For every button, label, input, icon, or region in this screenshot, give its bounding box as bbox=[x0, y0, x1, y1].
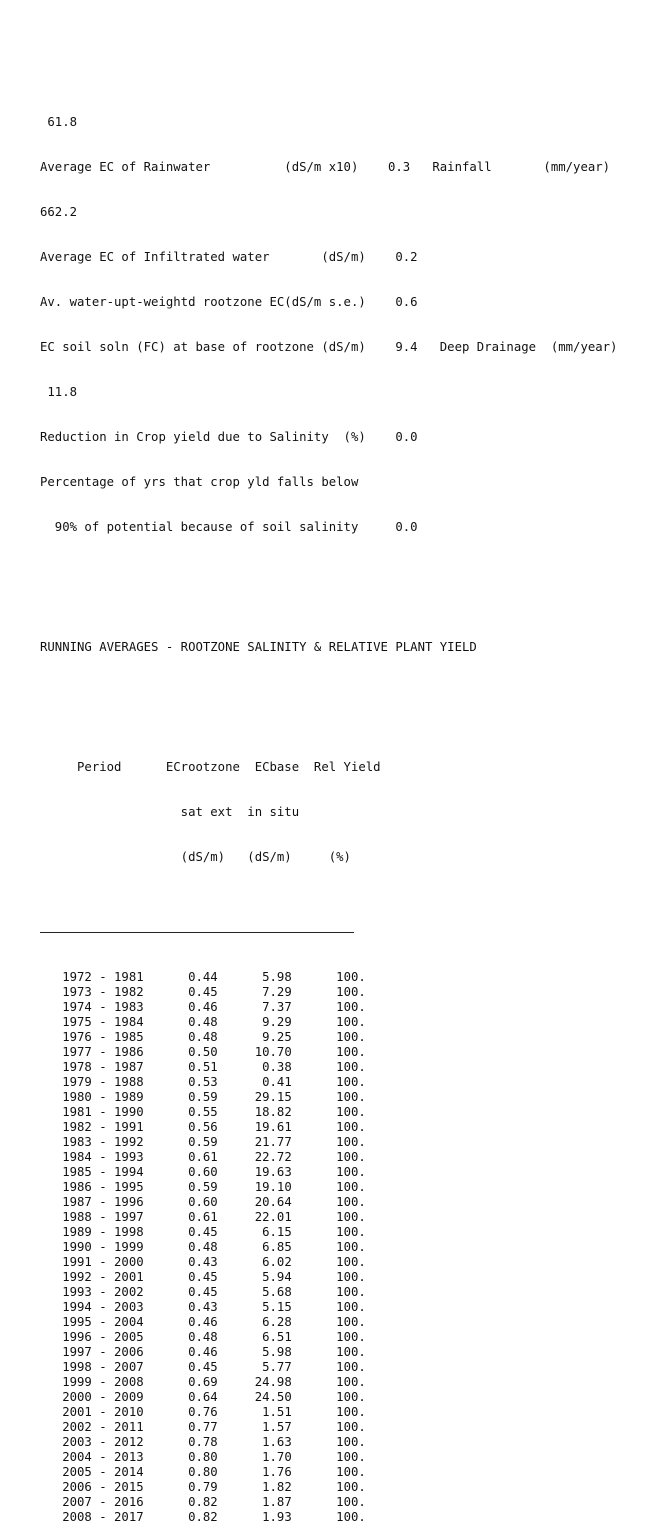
table-row bbox=[40, 1075, 617, 1090]
rel-yield-cell: 100. bbox=[291, 970, 366, 984]
rel-yield-cell: 100. bbox=[291, 1015, 366, 1029]
ec-base-cell: 0.41 bbox=[217, 1075, 292, 1089]
ec-base-cell: 24.50 bbox=[217, 1390, 292, 1404]
table-row bbox=[40, 1285, 617, 1300]
summary-line-soil-soln-ec: EC soil soln (FC) at base of rootzone (dS/m) 9.4 Deep Drainage (mm/year) bbox=[40, 340, 618, 354]
table-row bbox=[40, 1360, 617, 1375]
rel-yield-cell: 100. bbox=[291, 1375, 366, 1389]
ec-rootzone-cell: 0.64 bbox=[143, 1390, 218, 1404]
table-row bbox=[40, 1015, 617, 1030]
ec-rootzone-cell: 0.76 bbox=[143, 1405, 218, 1419]
rel-yield-cell: 100. bbox=[291, 1090, 366, 1104]
period-cell: 1980 - 1989 bbox=[40, 1090, 144, 1104]
table-header-line-1: Period ECrootzone ECbase Rel Yield bbox=[40, 760, 381, 774]
table-row bbox=[40, 1225, 617, 1240]
rel-yield-cell: 100. bbox=[291, 1360, 366, 1374]
table-row bbox=[40, 1240, 617, 1255]
rel-yield-cell: 100. bbox=[291, 985, 366, 999]
period-cell: 1999 - 2008 bbox=[40, 1375, 144, 1389]
ec-base-cell: 20.64 bbox=[217, 1195, 292, 1209]
period-cell: 1984 - 1993 bbox=[40, 1150, 144, 1164]
rel-yield-cell: 100. bbox=[291, 1285, 366, 1299]
rel-yield-cell: 100. bbox=[291, 1450, 366, 1464]
ec-rootzone-cell: 0.80 bbox=[143, 1465, 218, 1479]
rel-yield-cell: 100. bbox=[291, 1420, 366, 1434]
period-cell: 2008 - 2017 bbox=[40, 1510, 144, 1524]
report-page bbox=[40, 55, 617, 1540]
rel-yield-cell: 100. bbox=[291, 1300, 366, 1314]
period-cell: 1998 - 2007 bbox=[40, 1360, 144, 1374]
table-row bbox=[40, 1435, 617, 1450]
period-cell: 2004 - 2013 bbox=[40, 1450, 144, 1464]
table-row bbox=[40, 1390, 617, 1405]
summary-line-rainfall-total: 662.2 bbox=[40, 205, 78, 219]
table-header-line-3: (dS/m) (dS/m) (%) bbox=[40, 850, 351, 864]
table-header bbox=[40, 730, 617, 895]
summary-line-percentage-years: Percentage of yrs that crop yld falls below bbox=[40, 475, 359, 489]
ec-base-cell: 6.15 bbox=[217, 1225, 292, 1239]
table-row bbox=[40, 1495, 617, 1510]
summary-line-potential-salinity: 90% of potential because of soil salinity 0.0 bbox=[40, 520, 418, 534]
ec-rootzone-cell: 0.46 bbox=[143, 1345, 218, 1359]
table-row bbox=[40, 1045, 617, 1060]
rel-yield-cell: 100. bbox=[291, 1345, 366, 1359]
period-cell: 1997 - 2006 bbox=[40, 1345, 144, 1359]
ec-rootzone-cell: 0.60 bbox=[143, 1195, 218, 1209]
table-row bbox=[40, 1510, 617, 1525]
summary-line-deep-drainage-value: 11.8 bbox=[40, 385, 78, 399]
period-cell: 1992 - 2001 bbox=[40, 1270, 144, 1284]
spacer bbox=[40, 685, 617, 700]
table-row bbox=[40, 1195, 617, 1210]
rel-yield-cell: 100. bbox=[291, 1135, 366, 1149]
ec-base-cell: 5.94 bbox=[217, 1270, 292, 1284]
ec-base-cell: 1.57 bbox=[217, 1420, 292, 1434]
ec-base-cell: 29.15 bbox=[217, 1090, 292, 1104]
rel-yield-cell: 100. bbox=[291, 1480, 366, 1494]
ec-base-cell: 10.70 bbox=[217, 1045, 292, 1059]
ec-base-cell: 1.76 bbox=[217, 1465, 292, 1479]
ec-rootzone-cell: 0.61 bbox=[143, 1150, 218, 1164]
summary-line-rootzone-ec: Av. water-upt-weightd rootzone EC(dS/m s.e.) 0.6 bbox=[40, 295, 418, 309]
table-row bbox=[40, 970, 617, 985]
ec-base-cell: 24.98 bbox=[217, 1375, 292, 1389]
ec-base-cell: 1.82 bbox=[217, 1480, 292, 1494]
ec-rootzone-cell: 0.45 bbox=[143, 1225, 218, 1239]
rel-yield-cell: 100. bbox=[291, 1225, 366, 1239]
ec-rootzone-cell: 0.48 bbox=[143, 1015, 218, 1029]
period-cell: 1990 - 1999 bbox=[40, 1240, 144, 1254]
ec-base-cell: 9.29 bbox=[217, 1015, 292, 1029]
summary-line-yield-reduction: Reduction in Crop yield due to Salinity (%) 0.0 bbox=[40, 430, 418, 444]
period-cell: 2000 - 2009 bbox=[40, 1390, 144, 1404]
rel-yield-cell: 100. bbox=[291, 1330, 366, 1344]
rel-yield-cell: 100. bbox=[291, 1120, 366, 1134]
ec-base-cell: 5.98 bbox=[217, 970, 292, 984]
table-header-line-2: sat ext in situ bbox=[40, 805, 300, 819]
ec-rootzone-cell: 0.80 bbox=[143, 1450, 218, 1464]
table-row bbox=[40, 1030, 617, 1045]
table-row bbox=[40, 1300, 617, 1315]
rel-yield-cell: 100. bbox=[291, 1180, 366, 1194]
period-cell: 1983 - 1992 bbox=[40, 1135, 144, 1149]
table-row bbox=[40, 1330, 617, 1345]
period-cell: 2003 - 2012 bbox=[40, 1435, 144, 1449]
ec-base-cell: 6.85 bbox=[217, 1240, 292, 1254]
ec-base-cell: 1.63 bbox=[217, 1435, 292, 1449]
ec-base-cell: 9.25 bbox=[217, 1030, 292, 1044]
table-row bbox=[40, 1270, 617, 1285]
ec-rootzone-cell: 0.79 bbox=[143, 1480, 218, 1494]
period-cell: 2005 - 2014 bbox=[40, 1465, 144, 1479]
rel-yield-cell: 100. bbox=[291, 1060, 366, 1074]
rel-yield-cell: 100. bbox=[291, 1210, 366, 1224]
period-cell: 1972 - 1981 bbox=[40, 970, 144, 984]
table-row bbox=[40, 1120, 617, 1135]
rel-yield-cell: 100. bbox=[291, 1045, 366, 1059]
ec-rootzone-cell: 0.50 bbox=[143, 1045, 218, 1059]
table-divider bbox=[40, 925, 617, 940]
ec-rootzone-cell: 0.45 bbox=[143, 1285, 218, 1299]
ec-base-cell: 6.02 bbox=[217, 1255, 292, 1269]
ec-rootzone-cell: 0.45 bbox=[143, 1270, 218, 1284]
table-row bbox=[40, 1420, 617, 1435]
period-cell: 1978 - 1987 bbox=[40, 1060, 144, 1074]
rel-yield-cell: 100. bbox=[291, 1195, 366, 1209]
rel-yield-cell: 100. bbox=[291, 1405, 366, 1419]
rel-yield-cell: 100. bbox=[291, 1105, 366, 1119]
summary-line-infiltrated-ec: Average EC of Infiltrated water (dS/m) 0.2 bbox=[40, 250, 418, 264]
summary-block bbox=[40, 85, 617, 565]
period-cell: 1982 - 1991 bbox=[40, 1120, 144, 1134]
period-cell: 1987 - 1996 bbox=[40, 1195, 144, 1209]
period-cell: 2001 - 2010 bbox=[40, 1405, 144, 1419]
ec-base-cell: 1.70 bbox=[217, 1450, 292, 1464]
ec-rootzone-cell: 0.48 bbox=[143, 1330, 218, 1344]
ec-rootzone-cell: 0.59 bbox=[143, 1135, 218, 1149]
table-row bbox=[40, 985, 617, 1000]
ec-base-cell: 0.38 bbox=[217, 1060, 292, 1074]
rel-yield-cell: 100. bbox=[291, 1150, 366, 1164]
ec-rootzone-cell: 0.46 bbox=[143, 1000, 218, 1014]
rel-yield-cell: 100. bbox=[291, 1270, 366, 1284]
ec-base-cell: 5.98 bbox=[217, 1345, 292, 1359]
summary-line-rainwater-ec: Average EC of Rainwater (dS/m x10) 0.3 Rainfall (mm/year) bbox=[40, 160, 611, 174]
ec-rootzone-cell: 0.46 bbox=[143, 1315, 218, 1329]
period-cell: 1979 - 1988 bbox=[40, 1075, 144, 1089]
table-row bbox=[40, 1210, 617, 1225]
period-cell: 1975 - 1984 bbox=[40, 1015, 144, 1029]
period-cell: 1974 - 1983 bbox=[40, 1000, 144, 1014]
period-cell: 1988 - 1997 bbox=[40, 1210, 144, 1224]
section-title: RUNNING AVERAGES - ROOTZONE SALINITY & RELATIVE PLANT YIELD bbox=[40, 640, 477, 654]
ec-rootzone-cell: 0.77 bbox=[143, 1420, 218, 1434]
summary-line-rainfall-value: 61.8 bbox=[40, 115, 78, 129]
rel-yield-cell: 100. bbox=[291, 1315, 366, 1329]
ec-base-cell: 5.77 bbox=[217, 1360, 292, 1374]
period-cell: 1985 - 1994 bbox=[40, 1165, 144, 1179]
ec-rootzone-cell: 0.48 bbox=[143, 1030, 218, 1044]
table-row bbox=[40, 1255, 617, 1270]
ec-rootzone-cell: 0.59 bbox=[143, 1180, 218, 1194]
table-row bbox=[40, 1060, 617, 1075]
ec-rootzone-cell: 0.60 bbox=[143, 1165, 218, 1179]
period-cell: 1996 - 2005 bbox=[40, 1330, 144, 1344]
ec-base-cell: 19.10 bbox=[217, 1180, 292, 1194]
ec-base-cell: 18.82 bbox=[217, 1105, 292, 1119]
ec-rootzone-cell: 0.61 bbox=[143, 1210, 218, 1224]
table-row bbox=[40, 1450, 617, 1465]
period-cell: 2006 - 2015 bbox=[40, 1480, 144, 1494]
ec-base-cell: 5.68 bbox=[217, 1285, 292, 1299]
ec-base-cell: 21.77 bbox=[217, 1135, 292, 1149]
table-row bbox=[40, 1000, 617, 1015]
ec-rootzone-cell: 0.44 bbox=[143, 970, 218, 984]
rel-yield-cell: 100. bbox=[291, 1240, 366, 1254]
period-cell: 1973 - 1982 bbox=[40, 985, 144, 999]
table-row bbox=[40, 1135, 617, 1150]
ec-base-cell: 22.01 bbox=[217, 1210, 292, 1224]
ec-rootzone-cell: 0.43 bbox=[143, 1300, 218, 1314]
period-cell: 1993 - 2002 bbox=[40, 1285, 144, 1299]
ec-base-cell: 7.37 bbox=[217, 1000, 292, 1014]
ec-rootzone-cell: 0.69 bbox=[143, 1375, 218, 1389]
table-row bbox=[40, 1405, 617, 1420]
ec-base-cell: 6.28 bbox=[217, 1315, 292, 1329]
ec-rootzone-cell: 0.48 bbox=[143, 1240, 218, 1254]
ec-rootzone-cell: 0.82 bbox=[143, 1495, 218, 1509]
table-body bbox=[40, 970, 617, 1525]
period-cell: 1994 - 2003 bbox=[40, 1300, 144, 1314]
table-row bbox=[40, 1150, 617, 1165]
period-cell: 1995 - 2004 bbox=[40, 1315, 144, 1329]
table-row bbox=[40, 1375, 617, 1390]
ec-rootzone-cell: 0.45 bbox=[143, 1360, 218, 1374]
period-cell: 1977 - 1986 bbox=[40, 1045, 144, 1059]
rel-yield-cell: 100. bbox=[291, 1000, 366, 1014]
ec-base-cell: 6.51 bbox=[217, 1330, 292, 1344]
ec-rootzone-cell: 0.56 bbox=[143, 1120, 218, 1134]
ec-base-cell: 19.61 bbox=[217, 1120, 292, 1134]
ec-rootzone-cell: 0.55 bbox=[143, 1105, 218, 1119]
ec-base-cell: 22.72 bbox=[217, 1150, 292, 1164]
ec-rootzone-cell: 0.82 bbox=[143, 1510, 218, 1524]
ec-base-cell: 1.87 bbox=[217, 1495, 292, 1509]
period-cell: 1991 - 2000 bbox=[40, 1255, 144, 1269]
table-row bbox=[40, 1105, 617, 1120]
ec-base-cell: 1.51 bbox=[217, 1405, 292, 1419]
period-cell: 1989 - 1998 bbox=[40, 1225, 144, 1239]
period-cell: 2002 - 2011 bbox=[40, 1420, 144, 1434]
ec-base-cell: 5.15 bbox=[217, 1300, 292, 1314]
ec-rootzone-cell: 0.78 bbox=[143, 1435, 218, 1449]
ec-base-cell: 1.93 bbox=[217, 1510, 292, 1524]
rel-yield-cell: 100. bbox=[291, 1030, 366, 1044]
rel-yield-cell: 100. bbox=[291, 1075, 366, 1089]
ec-rootzone-cell: 0.59 bbox=[143, 1090, 218, 1104]
rel-yield-cell: 100. bbox=[291, 1435, 366, 1449]
table-row bbox=[40, 1465, 617, 1480]
ec-rootzone-cell: 0.43 bbox=[143, 1255, 218, 1269]
ec-rootzone-cell: 0.51 bbox=[143, 1060, 218, 1074]
ec-rootzone-cell: 0.45 bbox=[143, 985, 218, 999]
ec-base-cell: 19.63 bbox=[217, 1165, 292, 1179]
period-cell: 1981 - 1990 bbox=[40, 1105, 144, 1119]
period-cell: 1976 - 1985 bbox=[40, 1030, 144, 1044]
period-cell: 2007 - 2016 bbox=[40, 1495, 144, 1509]
ec-rootzone-cell: 0.53 bbox=[143, 1075, 218, 1089]
spacer bbox=[40, 595, 617, 610]
table-row bbox=[40, 1165, 617, 1180]
rel-yield-cell: 100. bbox=[291, 1255, 366, 1269]
table-row bbox=[40, 1345, 617, 1360]
table-row bbox=[40, 1180, 617, 1195]
table-row bbox=[40, 1480, 617, 1495]
rel-yield-cell: 100. bbox=[291, 1465, 366, 1479]
table-row bbox=[40, 1090, 617, 1105]
rel-yield-cell: 100. bbox=[291, 1390, 366, 1404]
rel-yield-cell: 100. bbox=[291, 1510, 366, 1524]
table-row bbox=[40, 1315, 617, 1330]
rel-yield-cell: 100. bbox=[291, 1165, 366, 1179]
period-cell: 1986 - 1995 bbox=[40, 1180, 144, 1194]
rel-yield-cell: 100. bbox=[291, 1495, 366, 1509]
ec-base-cell: 7.29 bbox=[217, 985, 292, 999]
